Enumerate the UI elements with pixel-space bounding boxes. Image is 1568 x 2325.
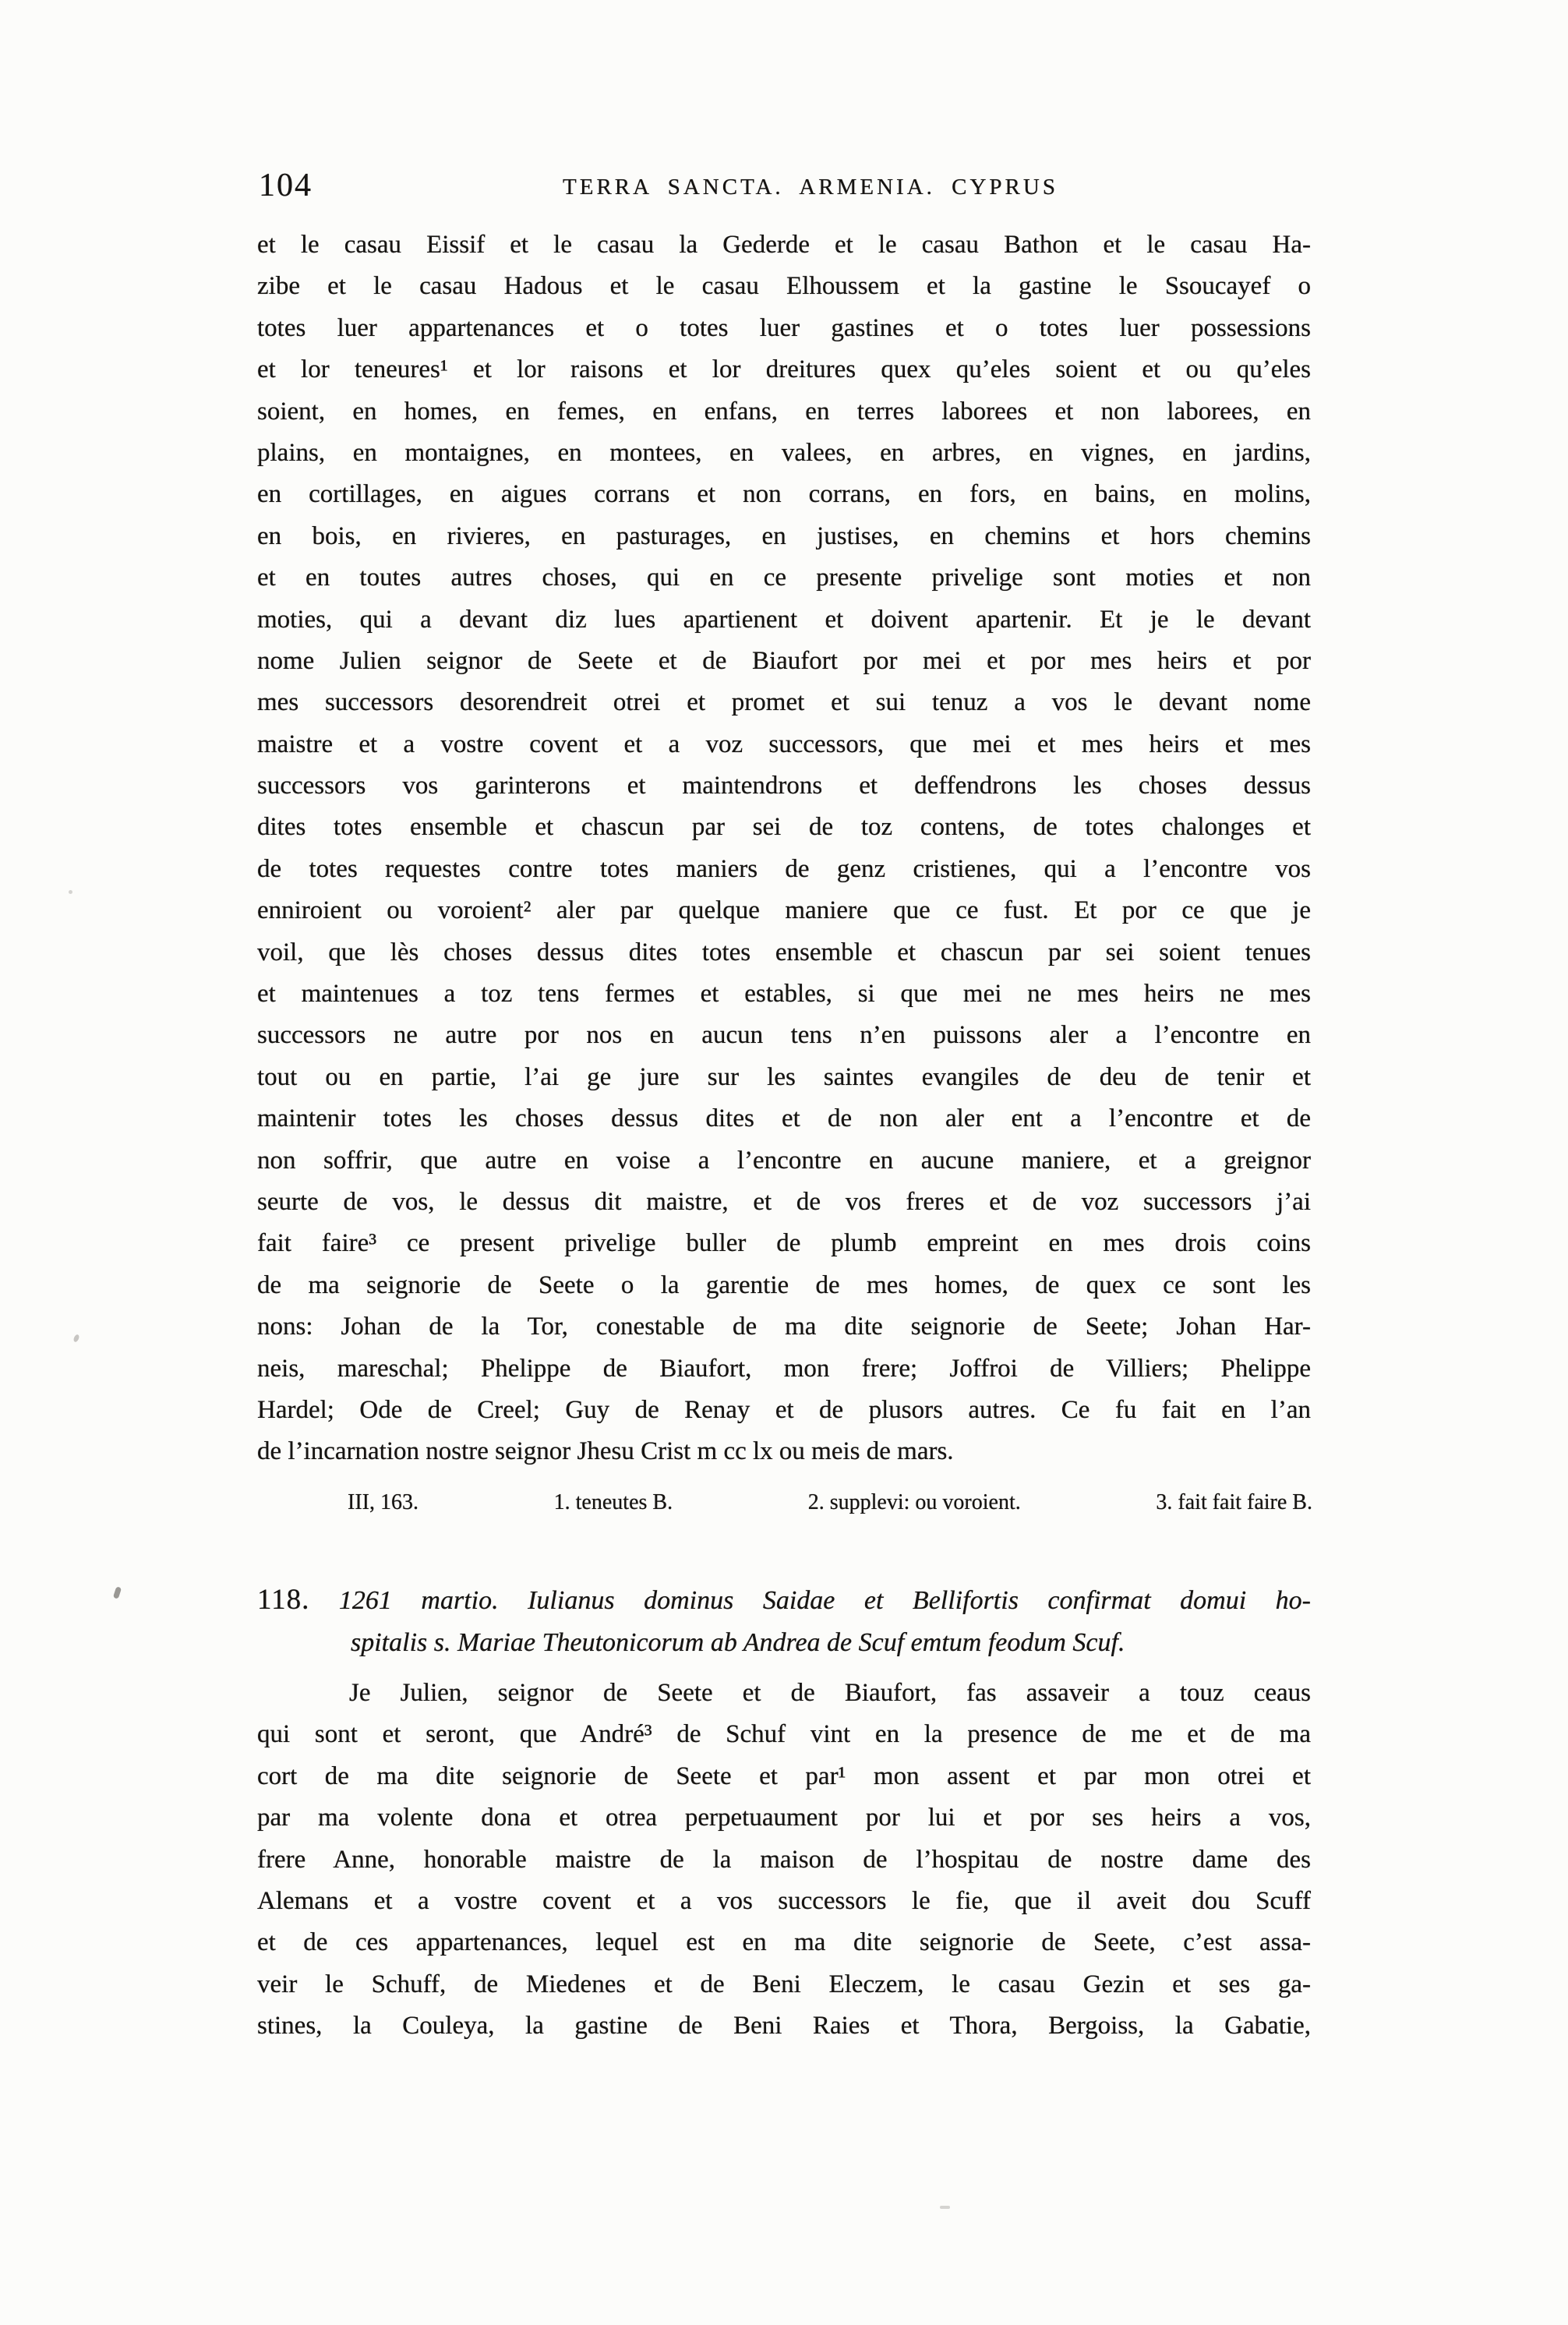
charter-number: 118. <box>257 1584 310 1616</box>
text-line: Alemans et a vostre covent et a vos successors le fie, que il aveit dou Scuff <box>257 1886 1311 1915</box>
running-head <box>257 168 1311 207</box>
text-line: Je Julien, seignor de Seete et de Biaufort, fas assaveir a touz ceaus <box>349 1679 1311 1707</box>
text-line: mes successors desorendreit otrei et promet et sui tenuz a vos le devant nome <box>257 688 1311 717</box>
text-line: moties, qui a devant diz lues apartienent et doivent apartenir. Et je le devant <box>257 605 1311 634</box>
scan-artifact <box>69 890 72 894</box>
text-line: successors vos garinterons et maintendrons et deffendrons les choses dessus <box>257 772 1311 800</box>
running-header: TERRA SANCTA. ARMENIA. CYPRUS <box>563 175 1058 200</box>
text-line: seurte de vos, le dessus dit maistre, et de vos freres et de voz successors j’ai <box>257 1187 1311 1216</box>
text-line: totes luer appartenances et o totes luer gastines et o totes luer possessions <box>257 313 1311 342</box>
text-line: de ma seignorie de Seete o la garentie de mes homes, de quex ce sont les <box>257 1270 1311 1299</box>
footnote-item: 3. fait fait faire B. <box>1156 1490 1312 1514</box>
text-line: tout ou en partie, l’ai ge jure sur les saintes evangiles de deu de tenir et <box>257 1062 1311 1091</box>
text-line: et le casau Eissif et le casau la Gederde et le casau Bathon et le casau Ha- <box>257 231 1311 259</box>
text-line: et de ces appartenances, lequel est en ma dite seignorie de Seete, c’est assa- <box>257 1928 1311 1957</box>
text-line: enniroient ou voroient² aler par quelque maniere que ce fust. Et por ce que je <box>257 896 1311 925</box>
scan-artifact <box>940 2206 950 2209</box>
text-line: de totes requestes contre totes maniers de genz cristienes, qui a l’encontre vos <box>257 854 1311 883</box>
scan-artifact <box>113 1586 122 1599</box>
text-line: en cortillages, en aigues corrans et non corrans, en fors, en bains, en molins, <box>257 480 1311 509</box>
text-line: par ma volente dona et otrea perpetuaument por lui et por ses heirs a vos, <box>257 1804 1311 1832</box>
text-line: cort de ma dite seignorie de Seete et par¹ mon assent et par mon otrei et <box>257 1761 1311 1790</box>
text-line: maistre et a vostre covent et a voz successors, que mei et mes heirs et mes <box>257 730 1311 758</box>
text-line: plains, en montaignes, en montees, en valees, en arbres, en vignes, en jardins, <box>257 438 1311 467</box>
text-line: de l’incarnation nostre seignor Jhesu Crist m cc lx ou meis de mars. <box>257 1437 954 1466</box>
text-line: soient, en homes, en femes, en enfans, en terres laborees et non laborees, en <box>257 397 1311 426</box>
text-line: qui sont et seront, que André³ de Schuf vint en la presence de me et de ma <box>257 1720 1311 1749</box>
text-line: veir le Schuff, de Miedenes et de Beni Eleczem, le casau Gezin et ses ga- <box>257 1970 1311 1998</box>
text-line: nons: Johan de la Tor, conestable de ma dite seignorie de Seete; Johan Har- <box>257 1313 1311 1341</box>
charter-118-summary-line2: spitalis s. Mariae Theutonicorum ab Andrea de Scuf emtum feodum Scuf. <box>351 1628 1125 1657</box>
charter-118-heading-line1 <box>257 1578 1311 1621</box>
text-line: nome Julien seignor de Seete et de Biaufort por mei et por mes heirs et por <box>257 646 1311 675</box>
text-line: voil, que lès choses dessus dites totes ensemble et chascun par sei soient tenues <box>257 938 1311 966</box>
footnote-item: III, 163. <box>348 1490 418 1514</box>
text-line: neis, mareschal; Phelippe de Biaufort, mon frere; Joffroi de Villiers; Phelippe <box>257 1354 1311 1383</box>
text-line: stines, la Couleya, la gastine de Beni Raies et Thora, Bergoiss, la Gabatie, <box>257 2012 1311 2041</box>
scan-artifact <box>72 1334 80 1343</box>
text-line: et lor teneures¹ et lor raisons et lor dreitures quex qu’eles soient et ou qu’eles <box>257 355 1311 384</box>
charter-118-paragraph <box>257 1673 1311 2048</box>
charter-118-heading <box>257 1578 1311 1664</box>
text-line: et maintenues a toz tens fermes et estables, si que mei ne mes heirs ne mes <box>257 980 1311 1009</box>
text-line: fait faire³ ce present privelige buller de plumb empreint en mes drois coins <box>257 1229 1311 1258</box>
text-line: non soffrir, que autre en voise a l’encontre en aucune maniere, et a greignor <box>257 1146 1311 1175</box>
text-line: frere Anne, honorable maistre de la maison de l’hospitau de nostre dame des <box>257 1845 1311 1874</box>
footnotes-row <box>348 1489 1312 1517</box>
text-line: et en toutes autres choses, qui en ce presente privelige sont moties et non <box>257 564 1311 592</box>
text-line: en bois, en rivieres, en pasturages, en justises, en chemins et hors chemins <box>257 521 1311 550</box>
text-line: successors ne autre por nos en aucun tens n’en puissons aler a l’encontre en <box>257 1021 1311 1050</box>
charter-118-summary-line1: 1261 martio. Iulianus dominus Saidae et Bellifortis confirmat domui ho- <box>338 1586 1311 1615</box>
footnote-item: 1. teneutes B. <box>553 1490 673 1514</box>
text-line: zibe et le casau Hadous et le casau Elhoussem et la gastine le Ssoucayef o <box>257 272 1311 301</box>
footnote-item: 2. supplevi: ou voroient. <box>807 1490 1021 1514</box>
page-number: 104 <box>259 168 313 203</box>
text-line: Hardel; Ode de Creel; Guy de Renay et de plusors autres. Ce fu fait en l’an <box>257 1395 1311 1424</box>
charter-117-paragraph <box>257 224 1311 1473</box>
text-line: dites totes ensemble et chascun par sei de toz contens, de totes chalonges et <box>257 813 1311 842</box>
text-line: maintenir totes les choses dessus dites et de non aler ent a l’encontre et de <box>257 1104 1311 1133</box>
